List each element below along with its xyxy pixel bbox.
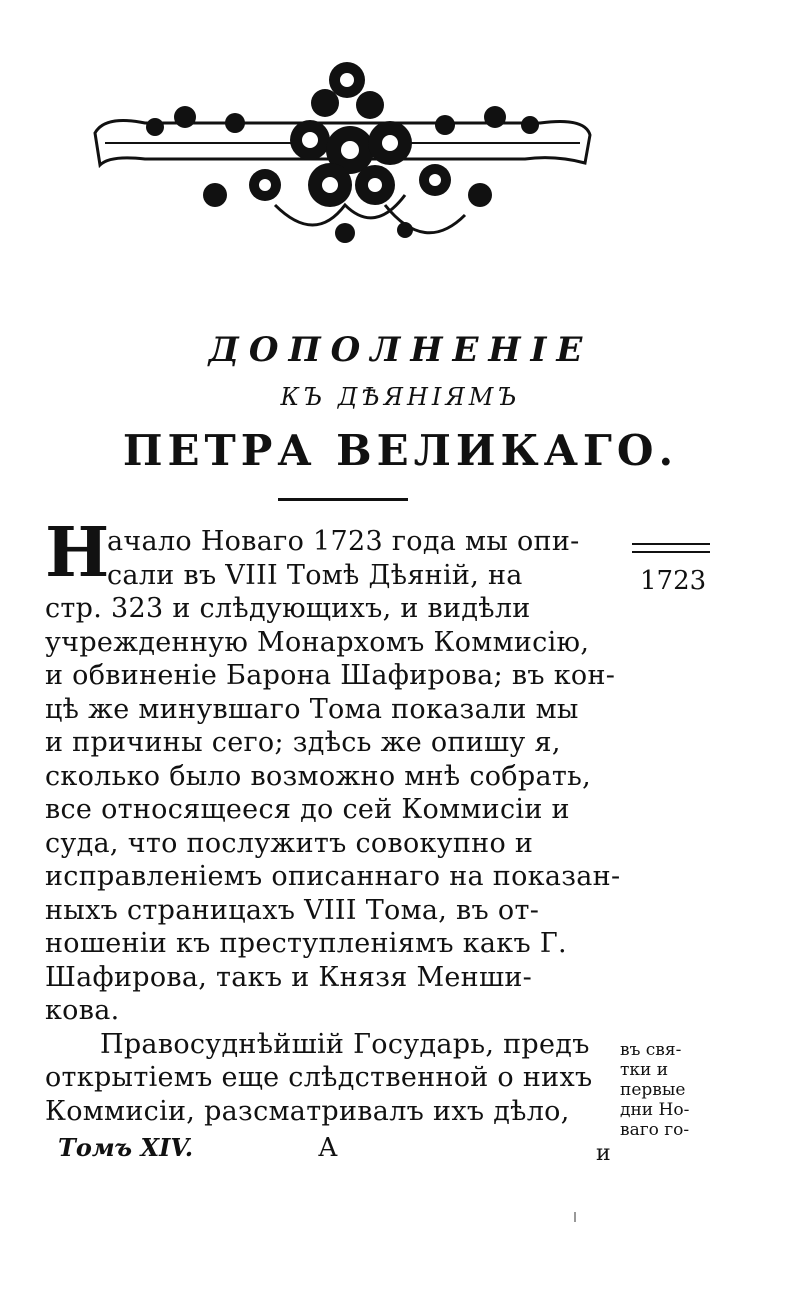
text-line: Шафирова, такъ и Князя Менши- bbox=[45, 961, 533, 993]
margin-note-line: дни Но- bbox=[620, 1100, 690, 1120]
text-line: ачало Новаго 1723 года мы опи- bbox=[107, 526, 580, 557]
margin-note-line: ваго го- bbox=[620, 1120, 690, 1140]
margin-rule bbox=[632, 543, 710, 553]
text-line: сколько было возможно мнѣ собрать, bbox=[45, 760, 591, 792]
text-line: все относящееся до сей Коммисіи и bbox=[45, 794, 570, 825]
title-rule bbox=[278, 498, 408, 501]
speck bbox=[574, 1212, 576, 1222]
text-line: кова. bbox=[45, 995, 120, 1026]
text-line: ныхъ страницахъ VIII Тома, въ от- bbox=[45, 894, 540, 926]
volume-label: Томъ XIV. bbox=[58, 1133, 194, 1162]
title-line-3: ПЕТРА ВЕЛИКАГО. bbox=[122, 426, 679, 475]
text-line: учрежденную Монархомъ Коммисію, bbox=[45, 626, 590, 658]
margin-note-line: первые bbox=[620, 1080, 686, 1100]
drop-cap: Н bbox=[45, 513, 110, 593]
margin-note-line: тки и bbox=[620, 1060, 669, 1080]
text-line: и причины сего; здѣсь же опишу я, bbox=[45, 727, 561, 758]
text-line: Правосуднѣйшій Государь, предъ bbox=[100, 1028, 590, 1060]
text-line: цѣ же минувшаго Тома показали мы bbox=[45, 693, 579, 725]
floral-ornament bbox=[85, 55, 600, 255]
text-line: ношеніи къ преступленіямъ какъ Г. bbox=[45, 928, 567, 959]
margin-note-line: въ свя- bbox=[620, 1040, 682, 1060]
text-line: Коммисіи, разсматривалъ ихъ дѣло, bbox=[45, 1095, 570, 1127]
signature-mark: А bbox=[318, 1133, 338, 1163]
text-line: исправленіемъ описаннаго на показан- bbox=[45, 861, 621, 892]
title-line-2: КЪ ДѢЯНІЯМЪ bbox=[280, 383, 521, 411]
margin-year: 1723 bbox=[640, 566, 707, 596]
text-line: стр. 323 и слѣдующихъ, и видѣли bbox=[45, 593, 531, 624]
body-text bbox=[45, 525, 625, 1128]
text-line: и обвиненіе Барона Шафирова; въ кон- bbox=[45, 660, 616, 691]
title-line-1: ДОПОЛНЕНІЕ bbox=[208, 330, 593, 370]
catchword: и bbox=[596, 1141, 611, 1166]
text-line: открытіемъ еще слѣдственной о нихъ bbox=[45, 1062, 593, 1093]
text-line: суда, что послужитъ совокупно и bbox=[45, 827, 534, 859]
text-line: сали въ VIII Томѣ Дѣяній, на bbox=[107, 559, 523, 591]
